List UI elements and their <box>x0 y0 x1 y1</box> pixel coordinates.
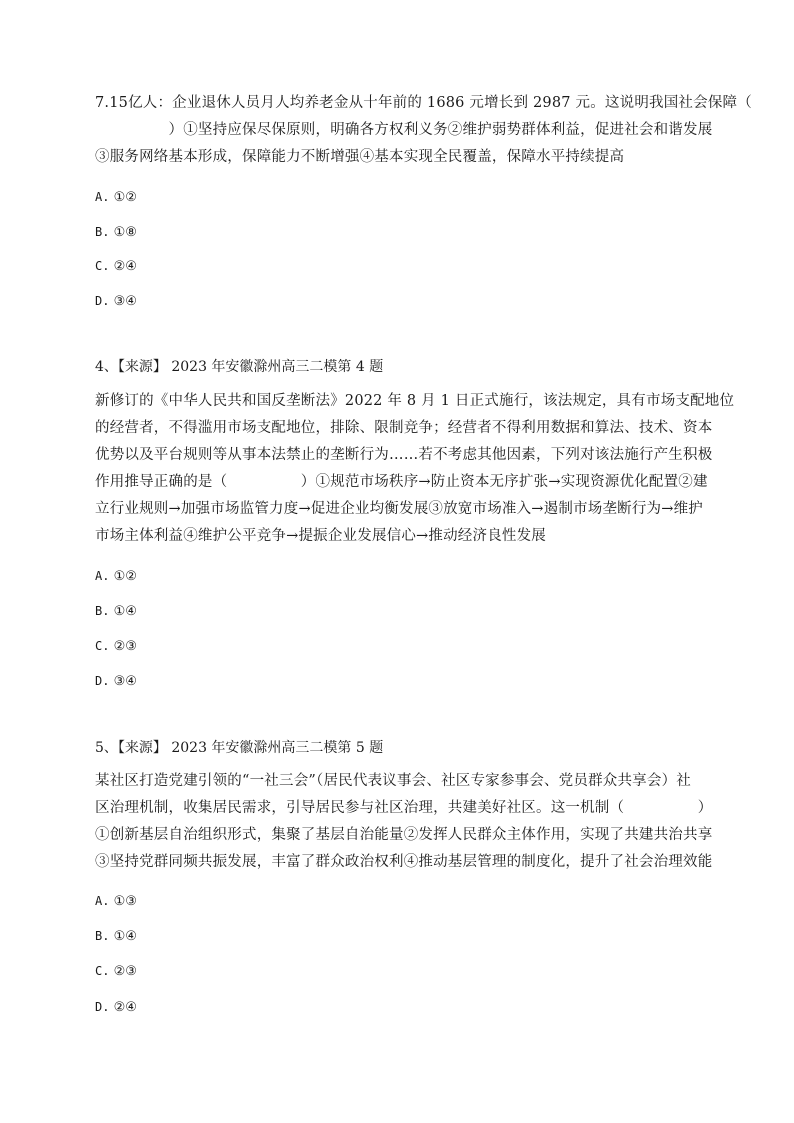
option-letter: A. <box>95 190 110 204</box>
option-letter: C. <box>95 964 110 978</box>
option-text: ①③ <box>113 894 137 909</box>
option-text: ①② <box>113 569 137 584</box>
q3-option-c[interactable] <box>95 256 137 277</box>
option-text: ②③ <box>113 639 137 654</box>
q5-option-d[interactable] <box>95 997 137 1018</box>
q3-option-d[interactable] <box>95 291 137 312</box>
option-text: ①④ <box>113 604 137 619</box>
q4-stem-line: 的经营者，不得滥用市场支配地位，排除、限制竞争；经营者不得利用数据和算法、技术、资本 <box>95 420 713 436</box>
option-letter: D. <box>95 1000 110 1014</box>
q3-stem <box>95 90 752 171</box>
option-letter: D. <box>95 674 110 688</box>
q4-stem-line: 新修订的《中华人民共和国反垄断法》2022 年 8 月 1 日正式施行，该法规定，具有市场支配地位 <box>95 393 735 409</box>
q4-option-a[interactable] <box>95 566 137 587</box>
q4-stem-line: 立行业规则→加强市场监管力度→促进企业均衡发展③放宽市场准入→遏制市场垄断行为→维护 <box>95 501 703 517</box>
q5-stem-line: 某社区打造党建引领的“一社三会”（居民代表议事会、社区专家参事会、党员群众共享会）社 <box>95 773 691 789</box>
option-text: ①⑧ <box>113 225 137 240</box>
option-text: ①④ <box>113 929 137 944</box>
option-text: ③④ <box>113 674 137 689</box>
option-letter: B. <box>95 225 110 239</box>
option-text: ②④ <box>113 1000 137 1015</box>
option-letter: D. <box>95 294 110 308</box>
q3-stem-line: 7.15亿人：企业退休人员月人均养老金从十年前的 1686 元增长到 2987 元。这说明我国社会保障（ <box>95 95 752 111</box>
option-letter: B. <box>95 929 110 943</box>
q5-option-a[interactable] <box>95 891 137 912</box>
q3-option-a[interactable] <box>95 187 137 208</box>
option-letter: A. <box>95 894 110 908</box>
q5-stem <box>95 768 713 876</box>
q5-header: 5、【来源】 2023 年安徽滁州高三二模第 5 题 <box>95 740 384 756</box>
option-text: ①② <box>113 190 137 205</box>
q4-option-d[interactable] <box>95 671 137 692</box>
q4-stem-line: 优势以及平台规则等从事本法禁止的垄断行为……若不考虑其他因素，下列对该法施行产生积极 <box>95 447 713 463</box>
q4-header: 4、【来源】 2023 年安徽滁州高三二模第 4 题 <box>95 359 384 375</box>
q5-stem-line: ③坚持党群同频共振发展，丰富了群众政治权利④推动基层管理的制度化，提升了社会治理效能 <box>95 854 713 870</box>
q4-option-b[interactable] <box>95 601 137 622</box>
option-letter: C. <box>95 259 110 273</box>
option-text: ②③ <box>113 964 137 979</box>
option-text: ③④ <box>113 294 137 309</box>
option-letter: A. <box>95 569 110 583</box>
option-letter: C. <box>95 639 110 653</box>
q4-stem-line: 作用推导正确的是（ ）①规范市场秩序→防止资本无序扩张→实现资源优化配置②建 <box>95 474 708 490</box>
q5-stem-line: ①创新基层自治组织形式，集聚了基层自治能量②发挥人民群众主体作用，实现了共建共治共享 <box>95 827 713 843</box>
option-letter: B. <box>95 604 110 618</box>
q5-option-b[interactable] <box>95 926 137 947</box>
q3-option-b[interactable] <box>95 222 137 243</box>
q5-stem-line: 区治理机制，收集居民需求，引导居民参与社区治理，共建美好社区。这一机制（ ） <box>95 800 713 816</box>
q4-stem-line: 市场主体利益④维护公平竞争→提振企业发展信心→推动经济良性发展 <box>95 528 546 544</box>
q4-stem <box>95 388 735 550</box>
q3-stem-line: ③服务网络基本形成，保障能力不断增强④基本实现全民覆盖，保障水平持续提高 <box>95 149 625 165</box>
q5-option-c[interactable] <box>95 961 137 982</box>
q4-option-c[interactable] <box>95 636 137 657</box>
option-text: ②④ <box>113 259 137 274</box>
q3-stem-line: ）①坚持应保尽保原则，明确各方权利义务②维护弱势群体利益，促进社会和谐发展 <box>95 122 713 138</box>
